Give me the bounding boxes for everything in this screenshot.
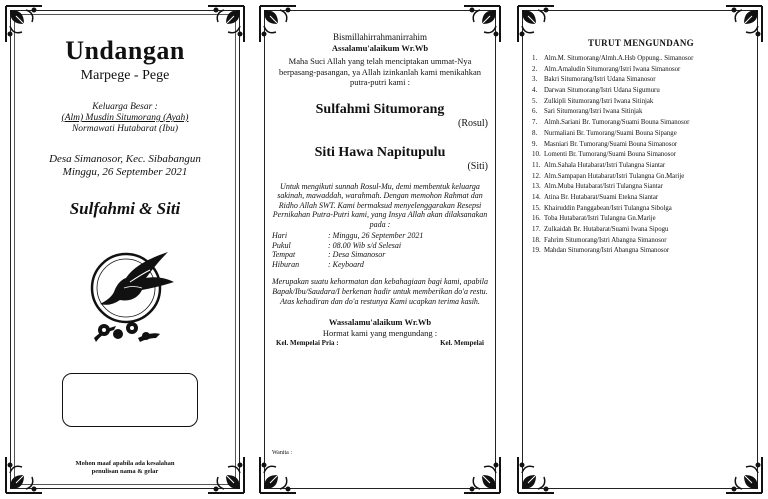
list-item: [532, 214, 750, 224]
father-name: (Alm) Musdin Situmorang (Ayah): [61, 113, 189, 123]
co-host-title: TURUT MENGUNDANG: [588, 38, 694, 48]
list-item-number: 6.: [532, 107, 538, 116]
event-details: [272, 231, 425, 269]
list-item-text: Toba Hutabarat/Istri Tulangna Gn.Marije: [544, 215, 656, 223]
list-item-number: 4.: [532, 86, 538, 95]
intro-text: Maha Suci Allah yang telah menciptakan ummat-Nya berpasang-pasangan, ya Allah izinkanlah kami menikahkan putra-putri kami :: [278, 56, 482, 87]
hormat-line: Hormat kami yang mengundang :: [322, 328, 438, 338]
list-item-text: Zulkaidah Br. Hutabarat/Suami Iwana Sipogu: [544, 226, 669, 233]
list-item: [532, 182, 750, 192]
list-item: [532, 86, 750, 96]
list-item-number: 8.: [532, 128, 538, 137]
honor-text: Merupakan suatu kehormatan dan kebahagiaan bagi kami, apabila Bapak/Ibu/Saudara/I berkenan hadir untuk memberikan do'a restu. Atas kehadiran dan do'a restunya Kami ucapkan terima kasih.: [272, 277, 488, 306]
list-item: [532, 172, 750, 182]
list-item-text: Alm.Amaludin Situmorang/Istri Iwana Simanosor: [544, 65, 681, 73]
groom-family-label: Kel. Mempelai Pria :: [276, 339, 339, 347]
list-item-number: 2.: [532, 64, 538, 73]
bride-family-label: Kel. Mempelai: [440, 339, 484, 347]
list-item-text: Nurmaliani Br. Tumorang/Suami Bouna Sipange: [544, 129, 677, 137]
guest-name-box: [62, 373, 198, 427]
detail-row: [272, 260, 425, 270]
bride-name: Siti Hawa Napitupulu: [314, 144, 446, 160]
detail-label: Pukul: [272, 240, 291, 250]
list-item: [532, 129, 750, 139]
list-item-number: 10.: [532, 150, 541, 159]
prayer-text: Untuk mengikuti sunnah Rosul-Mu, demi membentuk keluarga sakinah, mawaddah, warahmah. Dengan memohon Rahmat dan Ridho Allah SWT. Kami bermaksud menyelenggarakan Resepsi Pernikahan Putra-Putri kami, yang Insya Allah akan dilaksanakan pada :: [272, 181, 488, 229]
list-item-text: Bakri Situmorang/Istri Udana Simanosor: [544, 76, 656, 84]
list-item-number: 19.: [532, 246, 541, 255]
list-item-text: Alm.Sampapan Hutabarat/Istri Tulangna Gn.Marije: [544, 172, 685, 180]
co-host-panel: [516, 4, 764, 495]
detail-value: : Minggu, 26 September 2021: [328, 231, 424, 240]
list-item-text: Alm.Muba Hutabarat/Istri Tulangna Siantar: [544, 183, 663, 191]
detail-row: [272, 241, 425, 251]
family-block: [22, 102, 228, 135]
couple-names: Sulfahmi & Siti: [69, 199, 181, 218]
list-item-text: Mahdan Situmorang/Istri Abangna Simanosor: [544, 247, 670, 255]
list-item: [532, 161, 750, 171]
list-item-text: Atina Br. Hutabarat/Suami Etekna Siantar: [544, 193, 659, 201]
cover-subtitle: Marpege - Pege: [80, 68, 170, 83]
event-date: Minggu, 26 September 2021: [62, 166, 188, 178]
list-item-text: Sari Situmorang/Istri Iwana Sitinjak: [544, 108, 643, 116]
apology-line-1: Mohon maaf apabila ada kesalahan: [75, 460, 175, 467]
list-item: [532, 204, 750, 214]
family-label: Keluarga Besar :: [92, 102, 158, 112]
wanita-label: Wanita :: [272, 450, 293, 456]
co-host-list: [532, 54, 750, 256]
list-item-text: Alm.M. Situmorang/Almh.A.Hsb Oppung.. Simanosor: [544, 55, 694, 62]
list-item-number: 1.: [532, 54, 538, 62]
list-item-number: 18.: [532, 235, 541, 244]
list-item-text: Fahrim Situmorang/Istri Abangna Simanosor: [544, 236, 667, 244]
dove-flower-icon: [64, 238, 194, 348]
list-item-number: 15.: [532, 203, 541, 212]
list-item-number: 3.: [532, 75, 538, 84]
list-item-number: 13.: [532, 182, 541, 191]
list-item-number: 11.: [532, 160, 541, 169]
list-item-text: Zulkipli Situmorang/Istri Iwana Sitinjak: [544, 97, 654, 105]
detail-label: Hari: [272, 231, 288, 240]
list-item-number: 16.: [532, 214, 541, 223]
list-item-text: Darwan Situmorang/Istri Udana Sigumuru: [544, 87, 660, 95]
list-item-text: Khairuddin Panggabean/Istri Tulangna Sibolga: [544, 204, 672, 212]
list-item-number: 17.: [532, 225, 541, 233]
list-item: [532, 150, 750, 160]
family-signatures: [272, 339, 488, 347]
list-item-number: 12.: [532, 171, 541, 180]
list-item: [532, 225, 750, 235]
cover-title: Undangan: [65, 36, 185, 65]
list-item-text: Almh.Sariani Br. Tumorang/Suami Bouna Simanosor: [544, 119, 690, 127]
detail-value: : Keyboard: [328, 259, 364, 269]
apology-line-2: penulisan nama & gelar: [91, 468, 159, 475]
list-item: [532, 140, 750, 150]
list-item: [532, 118, 750, 128]
closing-salam: Wassalamu'alaikum Wr.Wb: [328, 317, 432, 327]
list-item-text: Masniari Br. Tumorang/Suami Bouna Simanosor: [544, 140, 678, 148]
list-item-text: Lomenti Br. Tumorang/Suami Bouna Simanosor: [544, 151, 676, 159]
bismillah: Bismillahirrahmanirrahim: [333, 32, 427, 42]
list-item-text: Alm.Sahala Hutabarat/Istri Tulangna Siantar: [544, 161, 666, 169]
list-item: [532, 54, 750, 64]
detail-row: [272, 250, 425, 260]
groom-nickname: (Rosul): [458, 117, 488, 129]
apology-note: [22, 460, 228, 476]
list-item: [532, 107, 750, 117]
list-item-number: 14.: [532, 192, 541, 201]
groom-name: Sulfahmi Situmorang: [315, 101, 445, 117]
detail-value: : Desa Simanosor: [328, 250, 386, 259]
cover-panel: [4, 4, 246, 495]
invitation-panel: [258, 4, 502, 495]
mother-name: Normawati Hutabarat (Ibu): [71, 124, 179, 134]
list-item: [532, 236, 750, 246]
detail-label: Hiburan: [272, 259, 300, 269]
detail-value: : 08.00 Wib s/d Selesai: [328, 240, 402, 250]
list-item-number: 9.: [532, 139, 538, 148]
list-item: [532, 246, 750, 256]
event-place: Desa Simanosor, Kec. Sibabangun: [49, 153, 201, 165]
bride-nickname: (Siti): [467, 160, 488, 172]
list-item-number: 5.: [532, 96, 538, 105]
event-place-date: [22, 153, 228, 179]
list-item: [532, 65, 750, 75]
detail-row: [272, 231, 425, 241]
list-item-number: 7.: [532, 118, 538, 127]
list-item: [532, 75, 750, 85]
opening-salam: Assalamu'alaikum Wr.Wb: [331, 43, 429, 53]
detail-label: Tempat: [272, 250, 296, 259]
list-item: [532, 193, 750, 203]
list-item: [532, 97, 750, 107]
